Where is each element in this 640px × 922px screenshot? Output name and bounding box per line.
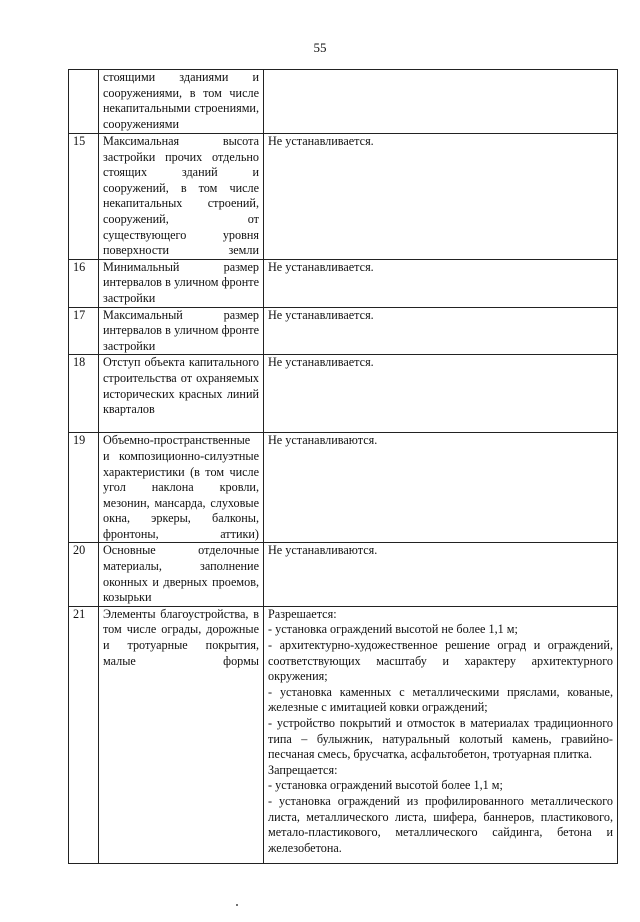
row-number: 20 (69, 543, 99, 606)
allowed-title: Разрешается: (268, 606, 337, 621)
regulations-table (68, 69, 618, 864)
parameter-value: Не устанавливается. (264, 259, 618, 307)
forbidden-item: - установка ограждений из профилированного металлического листа, металлического листа, шифера, баннеров, пластикового, метало-пластикового, металлического сайдинга, бетона и железобетона. (268, 793, 613, 855)
row-number: 17 (69, 307, 99, 355)
page-number: 55 (313, 40, 327, 55)
row-number: 15 (69, 134, 99, 260)
parameter-name: Максимальный размер интервалов в уличном фронте застройки (99, 307, 264, 355)
parameter-value: Не устанавливается. (264, 355, 618, 433)
table-row (69, 433, 618, 543)
parameter-value: Не устанавливаются. (264, 433, 618, 543)
scan-dot (236, 904, 238, 906)
parameter-value: Не устанавливается. (264, 134, 618, 260)
row-number: 19 (69, 433, 99, 543)
parameter-name: Элементы благоустройства, в том числе ограды, дорожные и тротуарные покрытия, малые формы (99, 606, 264, 863)
table-row-continued (69, 70, 618, 134)
forbidden-title: Запрещается: (268, 762, 338, 777)
table-row (69, 543, 618, 606)
parameter-value: Не устанавливаются. (264, 543, 618, 606)
allowed-item: - устройство покрытий и отмосток в материалах традиционного типа – булыжник, натуральный колотый камень, гравийно-песчаная смесь, брусчатка, асфальтобетон, тротуарная плитка. (268, 716, 613, 762)
allowed-item: - установка каменных с металлическими пряслами, кованые, железные с имитацией ковки ограждений; (268, 684, 613, 715)
allowed-item: - установка ограждений высотой не более 1,1 м; (268, 622, 518, 637)
row-number: 21 (69, 606, 99, 863)
table-row-21 (69, 606, 618, 863)
parameter-name: Объемно-пространственные и композиционно-силуэтные характеристики (в том числе угол наклона кровли, мезонин, мансарда, слуховые окна, эркеры, балконы, фронтоны, аттики) (99, 433, 264, 543)
row-number: 18 (69, 355, 99, 433)
parameter-name: стоящими зданиями и сооружениями, в том числе некапитальными строениями, сооружениями (103, 70, 259, 131)
parameter-name-cell (99, 70, 264, 134)
table-row (69, 134, 618, 260)
allowed-item: - архитектурно-художественное решение оград и ограждений, соответствующих масштабу и характеру архитектурного окружения; (268, 638, 613, 684)
row-number-cell (69, 70, 99, 134)
parameter-value: Не устанавливается. (264, 307, 618, 355)
row-number: 16 (69, 259, 99, 307)
parameter-value-cell (264, 70, 618, 134)
parameter-name: Отступ объекта капитального строительства от охраняемых исторических красных линий кварталов (99, 355, 264, 433)
forbidden-item: - установка ограждений высотой более 1,1 м; (268, 778, 503, 793)
table-row (69, 259, 618, 307)
table-row (69, 355, 618, 433)
parameter-value-cell (264, 606, 618, 863)
parameter-name: Минимальный размер интервалов в уличном фронте застройки (99, 259, 264, 307)
parameter-name: Максимальная высота застройки прочих отдельно стоящих зданий и сооружений, в том числе некапитальных строений, сооружений, от существующего уровня поверхности земли (99, 134, 264, 260)
parameter-name: Основные отделочные материалы, заполнение оконных и дверных проемов, козырьки (99, 543, 264, 606)
table-row (69, 307, 618, 355)
